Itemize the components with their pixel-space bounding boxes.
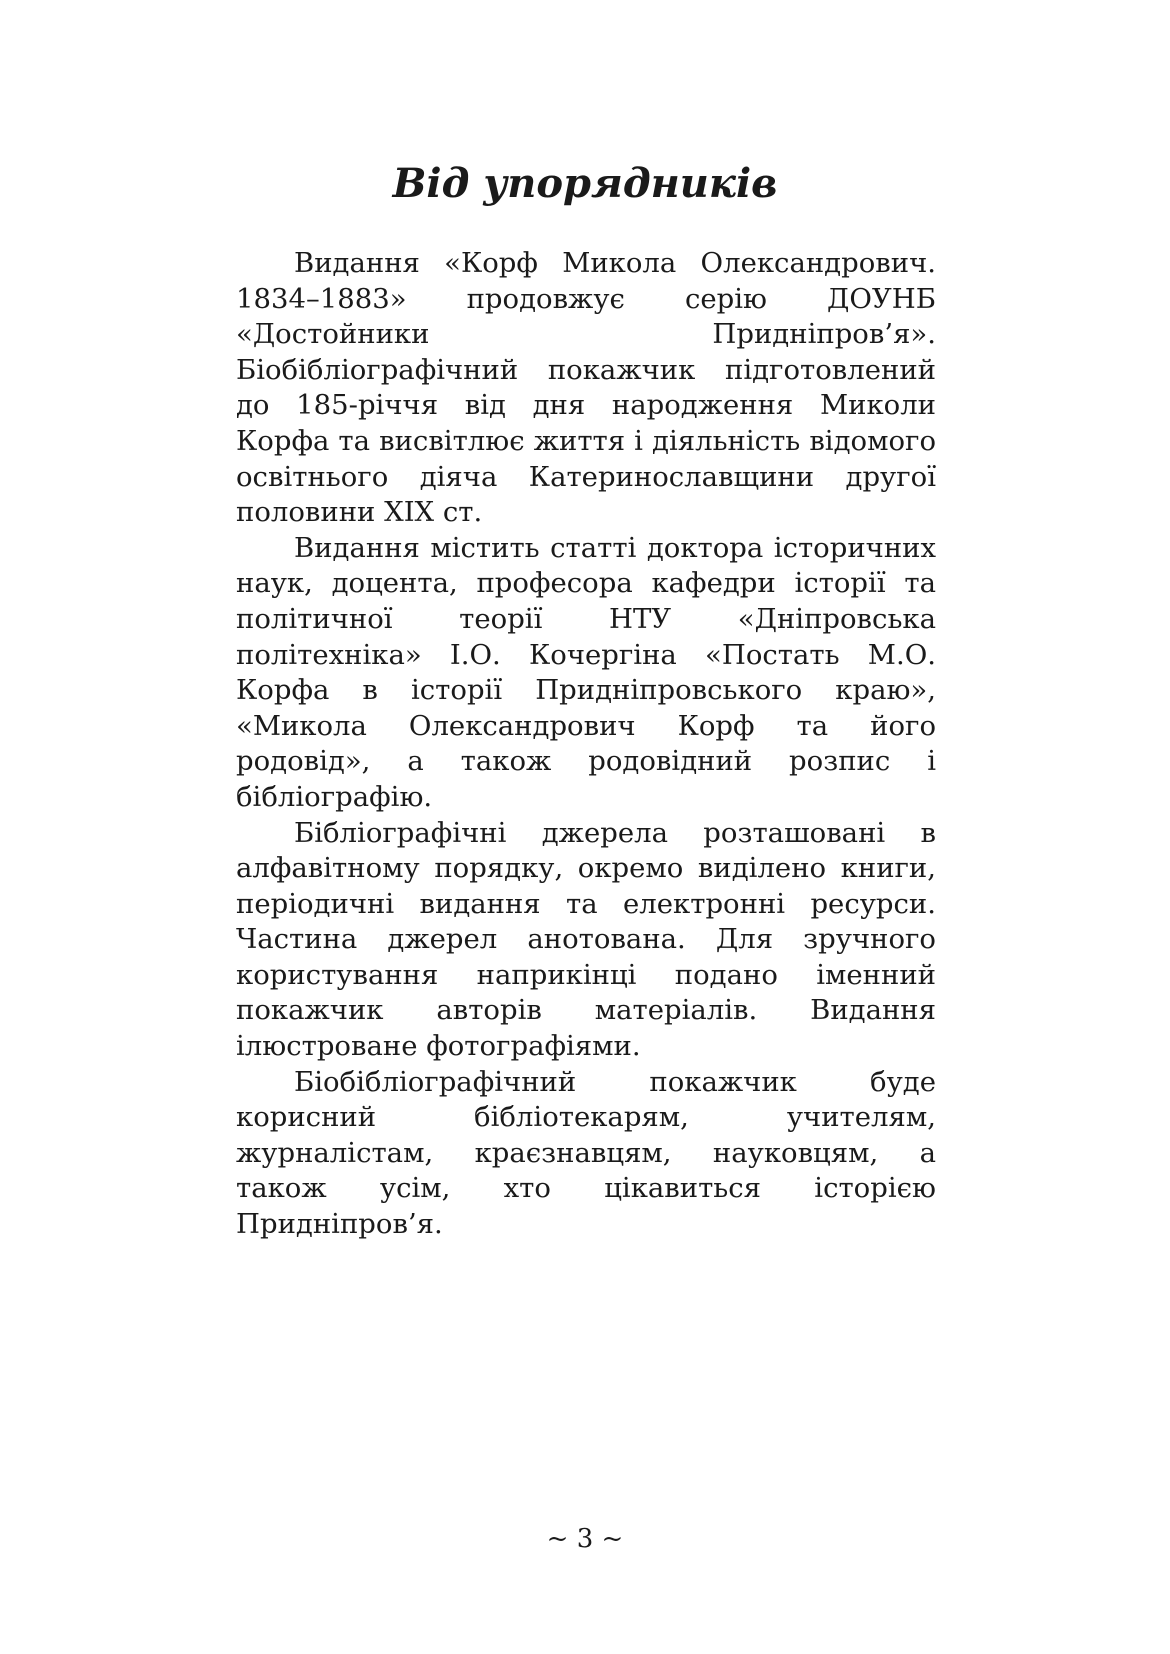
body-text — [236, 246, 936, 1243]
page-number: ~ 3 ~ — [546, 1524, 624, 1554]
paragraph-1: Видання «Корф Микола Олександрович. 1834–1883» продовжує серію ДОУНБ «Достойники Придніпров’я». Біобібліографічний покажчик підготовлений до 185-річчя від дня народження Миколи Корфа та висвітлює життя і діяльність відомого освітнього діяча Катеринославщини другої половини ХІХ ст. — [236, 247, 936, 529]
page-title: Від упорядників — [392, 160, 778, 207]
paragraph-3: Бібліографічні джерела розташовані в алфавітному порядку, окремо виділено книги, періодичні видання та електронні ресурси. Частина джерел анотована. Для зручного користування наприкінці подано іменний покажчик авторів матеріалів. Видання ілюстроване фотографіями. — [236, 816, 936, 1063]
paragraph-4: Біобібліографічний покажчик буде корисний бібліотекарям, учителям, журналістам, краєзнавцям, науковцям, а також усім, хто цікавиться історією Придніпров’я. — [236, 1065, 936, 1241]
paragraph-2: Видання містить статті доктора історичних наук, доцента, професора кафедри історії та політичної теорії НТУ «Дніпровська політехніка» І.О. Кочергіна «Постать М.О. Корфа в історії Придніпровського краю», «Микола Олександрович Корф та його родовід», а також родовідний розпис і бібліографію. — [236, 531, 936, 813]
